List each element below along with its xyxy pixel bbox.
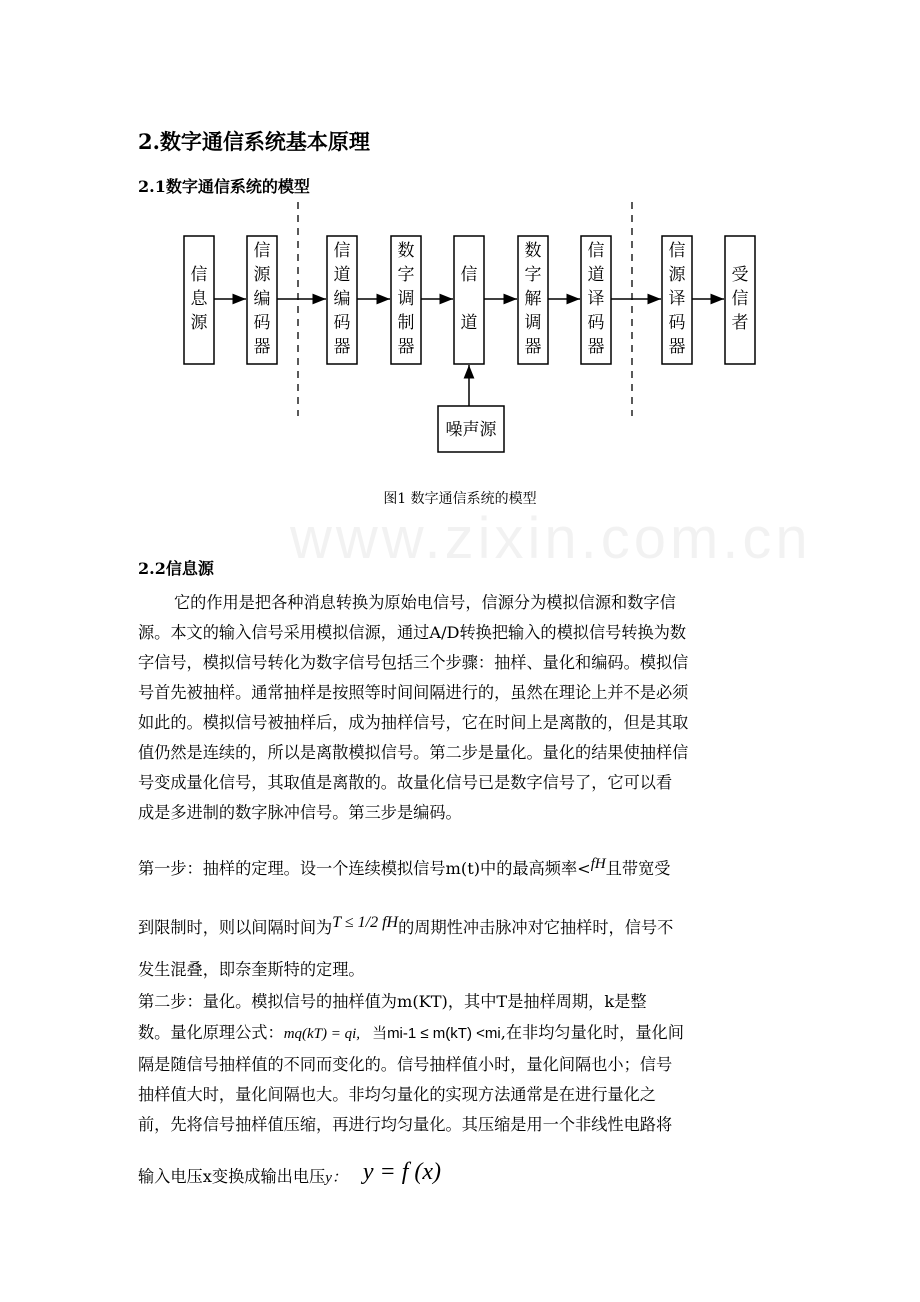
variable-y: y： <box>325 1170 347 1186</box>
step1-text-a: 第一步：抽样的定理。设一个连续模拟信号m(t)中的最高频率< <box>138 859 591 878</box>
formula-compression: y = f (x) <box>362 1159 442 1185</box>
svg-text:信息源: 信息源 <box>190 265 208 333</box>
step1-line-2 <box>138 914 673 938</box>
svg-text:信源译码器: 信源译码器 <box>668 241 686 357</box>
block-noise-source <box>438 406 504 452</box>
block-receiver <box>725 236 755 364</box>
step2-line-2 <box>138 1019 684 1043</box>
block-modulator <box>391 236 421 364</box>
block-channel <box>454 236 484 364</box>
noise-source-label: 噪声源 <box>445 420 497 440</box>
paragraph-line: 前，先将信号抽样值压缩，再进行均匀量化。其压缩是用一个非线性电路将 <box>138 1115 673 1134</box>
formula-quantization: mq(kT) = qi, <box>283 1026 361 1042</box>
step2-text-last: 输入电压x变换成输出电压 <box>138 1167 326 1186</box>
step1-text-b: 且带宽受 <box>605 859 671 878</box>
block-source-encoder <box>247 236 277 364</box>
paragraph-line: 抽样值大时，量化间隔也大。非均匀量化的实现方法通常是在进行量化之 <box>138 1085 656 1104</box>
step2-text-b: ,在非均匀量化时，量化间 <box>500 1023 684 1042</box>
subsection-2-2-heading: 2.2信息源 <box>138 559 214 578</box>
block-demodulator <box>518 236 548 364</box>
paragraph-line: 号首先被抽样。通常抽样是按照等时间间隔进行的，虽然在理论上并不是必须 <box>138 683 689 702</box>
step1-text-d: 的周期性冲击脉冲对它抽样时，信号不 <box>398 918 674 937</box>
formula-sampling-interval: T ≤ 1/2 fH <box>332 914 399 931</box>
svg-text:数字调制器: 数字调制器 <box>397 241 415 357</box>
step2-line-1: 第二步：量化。模拟信号的抽样值为m(KT)，其中T是抽样周期，k是整 <box>138 992 647 1011</box>
step2-paragraph <box>138 1050 788 1140</box>
paragraph-line: 号变成量化信号，其取值是离散的。故量化信号已是数字信号了，它可以看 <box>138 773 673 792</box>
formula-fh: fH <box>590 856 606 872</box>
step1-text-c: 到限制时，则以间隔时间为 <box>138 918 333 937</box>
paragraph-line: 值仍然是连续的，所以是离散模拟信号。第二步是量化。量化的结果使抽样信 <box>138 743 689 762</box>
svg-text:信道译码器: 信道译码器 <box>587 241 605 357</box>
svg-text:信道: 信道 <box>460 265 478 333</box>
paragraph-line: 字信号，模拟信号转化为数字信号包括三个步骤：抽样、量化和编码。模拟信 <box>138 653 689 672</box>
paragraph-line: 隔是随信号抽样值的不同而变化的。信号抽样值小时，量化间隔也小；信号 <box>138 1055 673 1074</box>
paragraph-line: 它的作用是把各种消息转换为原始电信号，信源分为模拟信源和数字信 <box>174 593 676 612</box>
watermark: www.zixin.com.cn <box>290 506 812 571</box>
step1-line-3: 发生混叠，即奈奎斯特的定理。 <box>138 960 365 979</box>
paragraph-line: 源。本文的输入信号采用模拟信源，通过A/D转换把输入的模拟信号转换为数 <box>138 623 687 642</box>
formula-condition: 当mi-1 ≤ m(kT) <mi <box>372 1025 501 1042</box>
step1-line-1 <box>138 855 670 879</box>
paragraph-line: 如此的。模拟信号被抽样后，成为抽样信号，它在时间上是离散的，但是其取 <box>138 713 689 732</box>
paragraph-line: 成是多进制的数字脉冲信号。第三步是编码。 <box>138 803 462 822</box>
svg-text:信道编码器: 信道编码器 <box>333 241 351 357</box>
subsection-2-1-heading: 2.1数字通信系统的模型 <box>138 177 310 196</box>
figure-caption: 图1 数字通信系统的模型 <box>383 491 537 507</box>
paragraph-info-source <box>138 588 788 828</box>
svg-text:信源编码器: 信源编码器 <box>253 241 271 357</box>
block-label-info-source: 信 <box>190 265 208 285</box>
section-heading: 2.数字通信系统基本原理 <box>138 129 370 154</box>
step2-last-line <box>138 1159 442 1189</box>
block-diagram <box>0 0 920 470</box>
block-channel-decoder <box>581 236 611 364</box>
step2-text-a: 数。量化原理公式： <box>138 1023 284 1042</box>
block-info-source <box>184 236 214 364</box>
block-source-decoder <box>662 236 692 364</box>
svg-text:受信者: 受信者 <box>731 265 749 333</box>
block-channel-encoder <box>327 236 357 364</box>
svg-text:数字解调器: 数字解调器 <box>524 241 542 357</box>
